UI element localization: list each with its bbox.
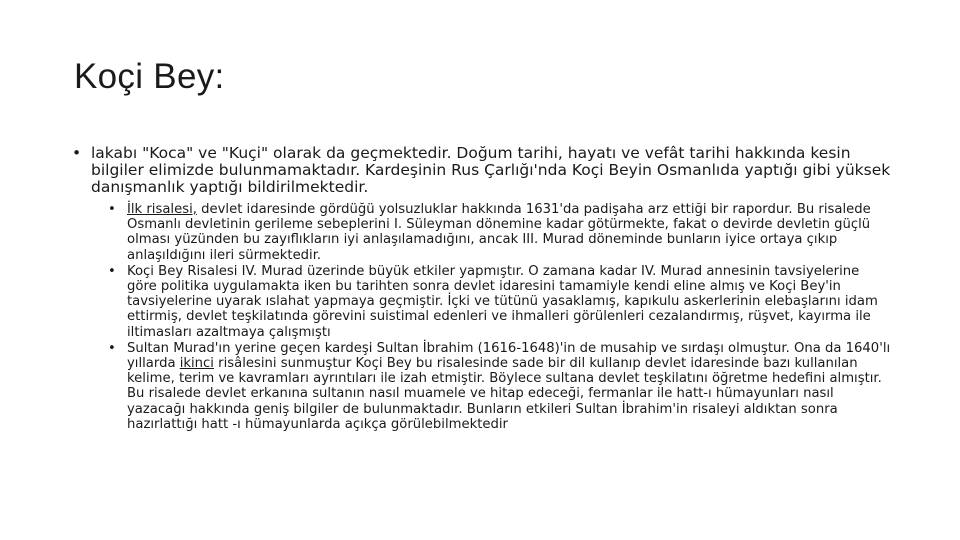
bullet-marker: •: [108, 202, 116, 217]
main-bullet-text: lakabı "Koca" ve "Kuçi" olarak da geçmektedir. Doğum tarihi, hayatı ve vefât tarihi hakkında kesin bilgiler elimizde bulunmamaktadır. Kardeşinin Rus Çarlığı'nda Koçi Beyin Osmanlıda yaptığı gibi yüksek danışmanlık yaptığı bildirilmektedir.: [91, 144, 891, 196]
sub-bullet-text: devlet idaresinde gördüğü yolsuzluklar hakkında 1631'da padişaha arz ettiği bir rapordur. Bu risalede Osmanlı devletinin gerileme sebeplerini I. Süleyman dönemine kadar götürmekte, fakat o devirde devletin güçlü olması yüzünden bu zayıflıkların iyi anlaşılamadığını, ancak III. Murad döneminde bunların iyice ortaya çıkıp anlaşıldığını ileri sürmektedir.: [127, 202, 871, 263]
sub-bullet-text: Koçi Bey Risalesi IV. Murad üzerinde büyük etkiler yapmıştır. O zamana kadar IV. Murad annesinin tavsiyelerine göre politika uygulamakta iken bu tarihten sonra devlet idaresini tamamiyle kendi eline almış ve Koçi Bey'in tavsiyelerine uyarak ıslahat yapmaya geçmiştir. İçki ve tütünü yasaklamış, kapıkulu askerlerinin elebaşlarını idam ettirmiş, devlet teşkilatında görevini suistimal edenleri ve ihmalleri görülenleri cezalandırmış, rüşvet, kayırma ile iltimasları azaltmaya çalışmıştı: [127, 263, 878, 340]
main-bullet: [72, 145, 892, 196]
sub-bullet-second-treatise: [108, 341, 892, 432]
sub-bullet-influence: [108, 264, 892, 340]
slide-body: [72, 145, 892, 433]
sub-bullet-text-before: Sultan Murad'ın yerine geçen kardeşi Sultan İbrahim (1616-1648)'in de musahip ve sırdaşı olmuştur. Ona da 1640'lı yıllarda: [127, 340, 891, 372]
bullet-marker: •: [108, 340, 116, 356]
bullet-marker: •: [108, 263, 116, 279]
sub-bullet-text-after: risâlesini sunmuştur Koçi Bey bu risalesinde sade bir dil kullanıp devlet idaresinde bazı kullanılan kelime, terim ve kavramları ayrıntıları ile izah etmiştir. Böylece sultana devlet teşkilatını öğretme hedefini almıştır. Bu risalede devlet erkanına sultanın nasıl muamele ve hitap edeceği, fermanlar ile hatt-ı hümayunları nasıl yazacağı hakkında geniş bilgiler de bulunmaktadır. Bunların etkileri Sultan İbrahim'in risaleyi aldıktan sonra hazırlattığı hatt -ı hümayunlarda açıkça görülebilmektedir: [127, 356, 882, 432]
underlined-phrase: İlk risalesi,: [127, 202, 197, 217]
slide-title: Koçi Bey:: [74, 57, 225, 96]
underlined-phrase: ikinci: [179, 356, 214, 372]
sub-bullet-first-treatise: [108, 202, 892, 263]
sub-bullet-list: [108, 202, 892, 432]
bullet-marker: •: [72, 144, 82, 162]
